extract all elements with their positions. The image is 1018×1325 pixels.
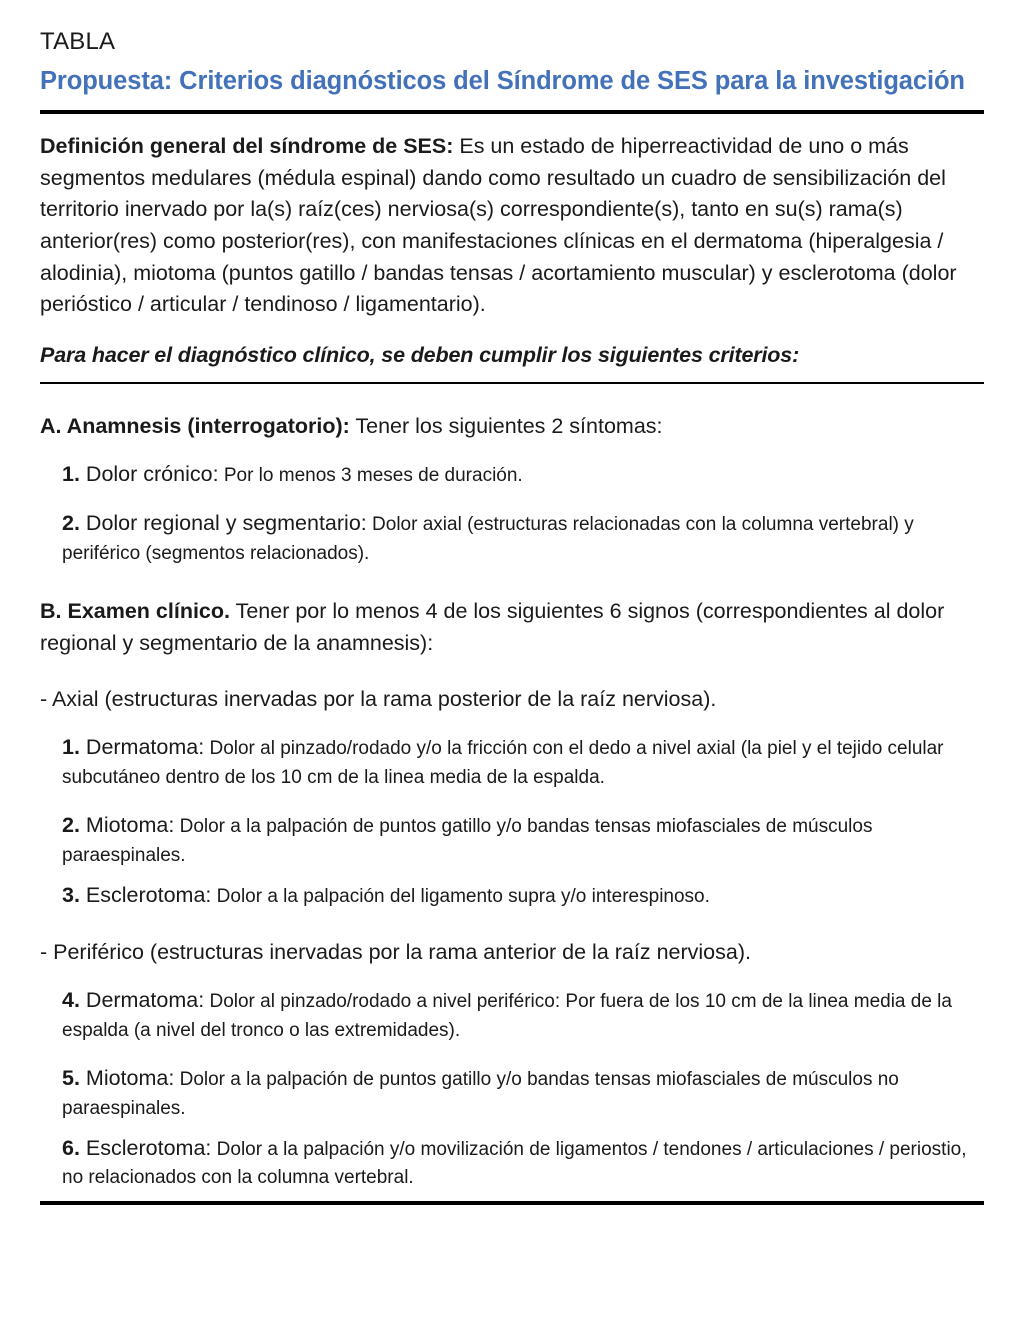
list-item (62, 879, 984, 912)
item-term: Miotoma: (79, 813, 175, 838)
header-rule-top (40, 110, 984, 114)
criteria-intro: Para hacer el diagnóstico clínico, se deben cumplir los siguientes criterios: (40, 342, 800, 367)
list-item (62, 507, 984, 569)
footer-rule (40, 1201, 984, 1205)
item-number: 4. (62, 988, 80, 1012)
item-text: Dolor a la palpación y/o movilización de ligamentos / tendones / articulaciones / periostio, no relacionados con la columna vertebral. (62, 1138, 967, 1189)
item-term: Miotoma: (79, 1065, 175, 1090)
subgroup-label-periferico: - Periférico (estructuras inervadas por la rama anterior de la raíz nerviosa). (40, 939, 751, 964)
item-number: 1. (62, 462, 80, 486)
section-b-heading-rest: Tener por lo menos 4 de los siguientes 6 signos (correspondientes al dolor regional y segmentario de la anamnesis): (40, 598, 945, 655)
item-number: 5. (62, 1065, 80, 1090)
section-b-heading (40, 595, 984, 660)
list-item (62, 809, 984, 871)
definition-body: Es un estado de hiperreactividad de uno o más segmentos medulares (médula espinal) dando como resultado un cuadro de sensibilización del territorio inervado por la(s) raíz(ces) nerviosa(s) correspondiente(s), tanto en su(s) rama(s) anterior(res) como posterior(res), con manifestaciones clínicas en el dermatoma (hiperalgesia / alodinia), miotoma (puntos gatillo / bandas tensas / acortamiento muscular) y esclerotoma (dolor perióstico / articular / tendinoso / ligamentario). (40, 134, 957, 317)
item-number: 2. (62, 510, 80, 535)
item-text: Dolor al pinzado/rodado a nivel periférico: Por fuera de los 10 cm de la linea media de la espalda (a nivel del tronco o las extremidades). (62, 991, 952, 1041)
item-term: Esclerotoma: (79, 882, 212, 907)
item-text: Dolor al pinzado/rodado y/o la fricción con el dedo a nivel axial (la piel y el tejido celular subcutáneo dentro de los 10 cm de la linea media de la espalda. (62, 738, 944, 789)
item-text: Dolor a la palpación de puntos gatillo y/o bandas tensas miofasciales de músculos paraespinales. (62, 816, 873, 866)
header-rule-middle (40, 382, 984, 384)
section-b-heading-bold: B. Examen clínico. (40, 598, 230, 623)
list-item (62, 731, 984, 793)
item-text: Dolor axial (estructuras relacionadas con la columna vertebral) y periférico (segmentos relacionados). (62, 513, 914, 564)
item-term: Dermatoma: (79, 988, 205, 1012)
list-item (62, 984, 984, 1046)
bottom-spacer (40, 1193, 984, 1201)
list-item (62, 458, 984, 491)
item-term: Dolor regional y segmentario: (79, 510, 367, 535)
item-number: 1. (62, 735, 80, 760)
item-number: 2. (62, 813, 80, 838)
section-a-heading-rest: Tener los siguientes 2 síntomas: (349, 413, 663, 438)
list-item (62, 1062, 984, 1124)
table-label: TABLA (40, 28, 116, 55)
item-text: Dolor a la palpación de puntos gatillo y/o bandas tensas miofasciales de músculos no paraespinales. (62, 1068, 899, 1119)
definition-paragraph (40, 131, 984, 321)
item-text: Dolor a la palpación del ligamento supra y/o interespinoso. (211, 885, 710, 907)
item-term: Dolor crónico: (79, 462, 219, 486)
section-examen-clinico (40, 595, 984, 1194)
item-term: Dermatoma: (79, 735, 205, 760)
item-term: Esclerotoma: (79, 1135, 212, 1160)
page-title: Propuesta: Criterios diagnósticos del Síndrome de SES para la investigación (40, 66, 965, 95)
section-anamnesis (40, 410, 984, 569)
section-a-heading-bold: A. Anamnesis (interrogatorio): (40, 413, 350, 438)
item-text: Por lo menos 3 meses de duración. (218, 465, 523, 486)
list-item (62, 1132, 984, 1194)
item-number: 3. (62, 882, 80, 907)
subgroup-label-axial: - Axial (estructuras inervadas por la rama posterior de la raíz nerviosa). (40, 687, 717, 712)
definition-term: Definición general del síndrome de SES: (40, 134, 454, 159)
item-number: 6. (62, 1135, 80, 1160)
section-a-heading (40, 410, 984, 442)
